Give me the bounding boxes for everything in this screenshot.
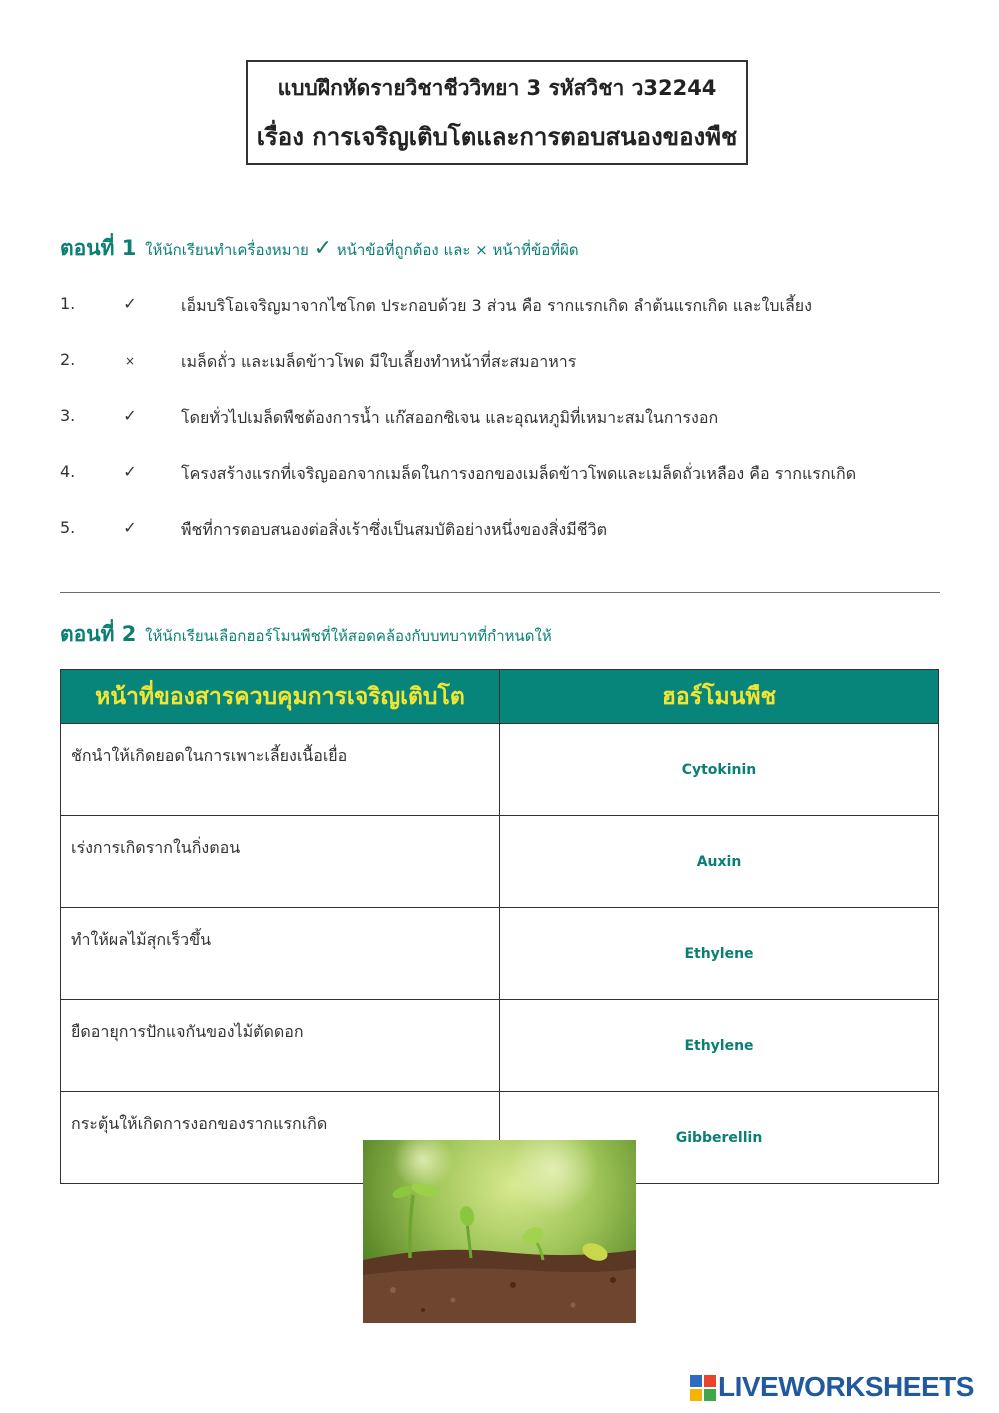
table-header-row <box>61 670 939 724</box>
function-cell: ทำให้ผลไม้สุกเร็วขึ้น <box>61 908 500 1000</box>
answer-mark-input[interactable]: × <box>124 354 136 368</box>
logo-grid-icon <box>690 1375 716 1401</box>
hormone-answer-input[interactable]: Ethylene <box>500 908 939 1000</box>
function-cell: ชักนำให้เกิดยอดในการเพาะเลี้ยงเนื้อเยื่อ <box>61 724 500 816</box>
function-cell: กระตุ้นให้เกิดการงอกของรากแรกเกิด <box>61 1092 500 1184</box>
answer-mark-input[interactable]: ✓ <box>123 406 137 425</box>
part2-instruction: ให้นักเรียนเลือกฮอร์โมนพืชที่ให้สอดคล้องกับบทบาทที่กำหนดให้ <box>145 627 552 645</box>
question-text: โดยทั่วไปเมล็ดพืชต้องการน้ำ แก๊สออกซิเจน และอุณหภูมิที่เหมาะสมในการงอก <box>181 408 719 427</box>
worksheet-topic: เรื่อง การเจริญเติบโตและการตอบสนองของพืช <box>256 123 738 151</box>
logo-text: LIVEWORKSHEETS <box>718 1371 974 1402</box>
part1-instruction-a: ให้นักเรียนทำเครื่องหมาย <box>145 241 309 259</box>
question-text: เอ็มบริโอเจริญมาจากไซโกต ประกอบด้วย 3 ส่วน คือ รากแรกเกิด ลำต้นแรกเกิด และใบเลี้ยง <box>181 296 812 315</box>
hormone-answer-input[interactable]: Auxin <box>500 816 939 908</box>
answer-mark-input[interactable]: ✓ <box>123 294 137 313</box>
question-text: โครงสร้างแรกที่เจริญออกจากเมล็ดในการงอกของเมล็ดข้าวโพดและเมล็ดถั่วเหลือง คือ รากแรกเกิด <box>181 464 857 483</box>
question-number: 2. <box>60 350 76 369</box>
section-divider <box>60 592 940 593</box>
column-header-hormone: ฮอร์โมนพืช <box>500 670 939 724</box>
answer-mark-input[interactable]: ✓ <box>123 518 137 537</box>
hormone-answer-input[interactable]: Ethylene <box>500 1000 939 1092</box>
part1-instruction-b: หน้าข้อที่ถูกต้อง และ × หน้าที่ข้อที่ผิด <box>336 241 579 259</box>
part1-heading <box>60 232 579 265</box>
part1-label: ตอนที่ 1 <box>60 236 137 260</box>
check-icon: ✓ <box>313 236 332 261</box>
worksheet-subject: แบบฝึกหัดรายวิชาชีววิทยา 3 รหัสวิชา ว32244 <box>277 76 717 100</box>
table-row <box>61 908 939 1000</box>
hormone-table <box>60 669 939 1184</box>
function-cell: ยืดอายุการปักแจกันของไม้ตัดดอก <box>61 1000 500 1092</box>
table-row <box>61 1000 939 1092</box>
worksheet-title-box <box>246 60 748 165</box>
hormone-answer-input[interactable]: Gibberellin <box>500 1092 939 1184</box>
part2-heading <box>60 618 552 651</box>
question-text: เมล็ดถั่ว และเมล็ดข้าวโพด มีใบเลี้ยงทำหน้าที่สะสมอาหาร <box>181 352 577 371</box>
question-number: 4. <box>60 462 76 481</box>
answer-mark-input[interactable]: ✓ <box>123 462 137 481</box>
function-cell: เร่งการเกิดรากในกิ่งตอน <box>61 816 500 908</box>
table-row <box>61 816 939 908</box>
table-row <box>61 724 939 816</box>
column-header-function: หน้าที่ของสารควบคุมการเจริญเติบโต <box>61 670 500 724</box>
hormone-answer-input[interactable]: Cytokinin <box>500 724 939 816</box>
question-number: 5. <box>60 518 76 537</box>
question-number: 1. <box>60 294 76 313</box>
seedlings-photo-icon <box>363 1140 636 1323</box>
question-number: 3. <box>60 406 76 425</box>
question-text: พืชที่การตอบสนองต่อสิ่งเร้าซึ่งเป็นสมบัติอย่างหนึ่งของสิ่งมีชีวิต <box>181 520 608 539</box>
part2-label: ตอนที่ 2 <box>60 622 137 646</box>
